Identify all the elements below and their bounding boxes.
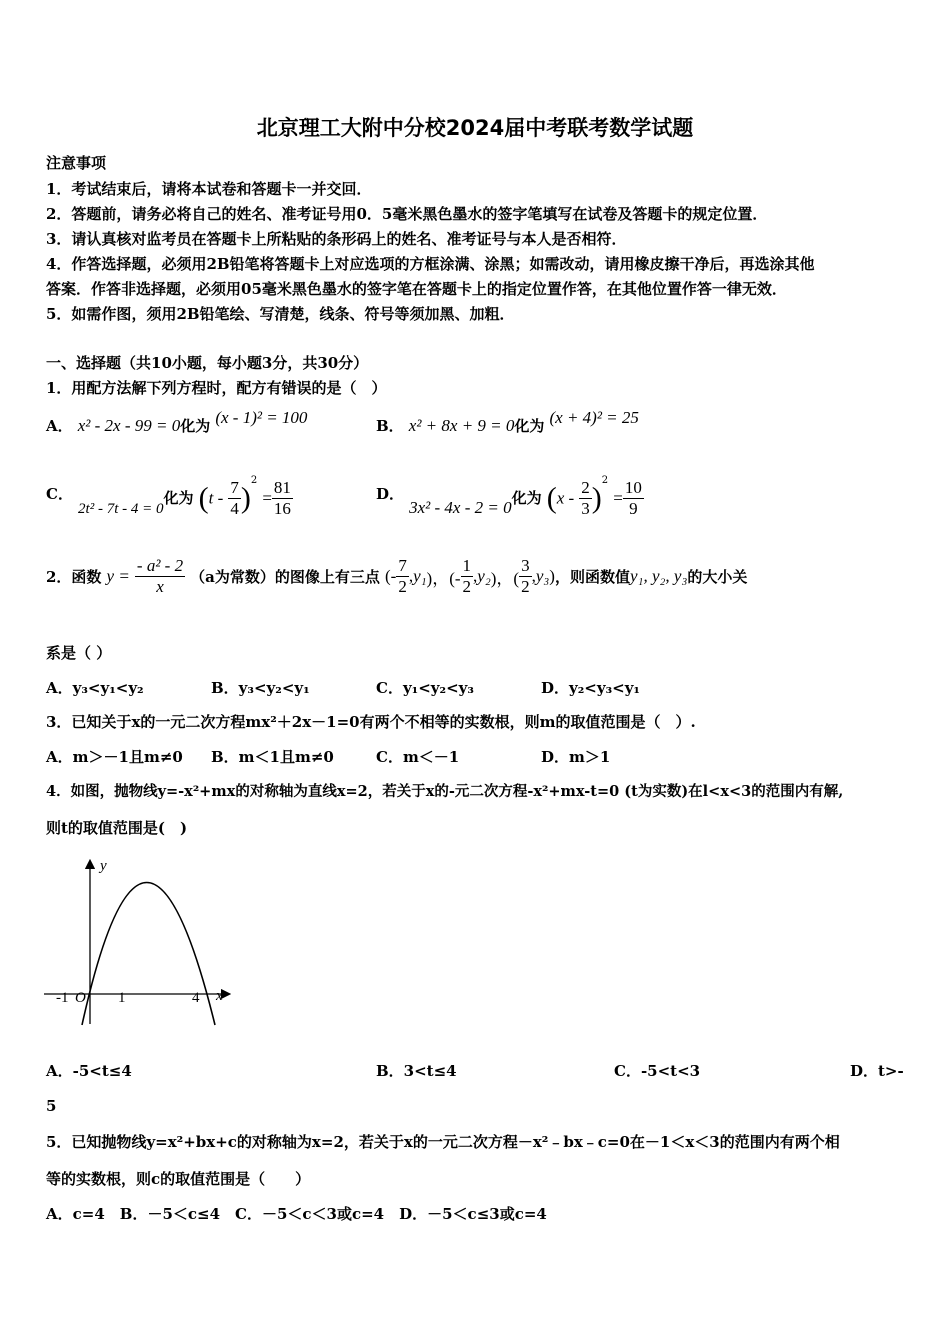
- option-label: B．: [376, 417, 404, 435]
- notice-item: 5．如需作图，须用2B铅笔绘、写清楚，线条、符号等须加黑、加粗．: [46, 305, 515, 323]
- q1-option-a: [46, 408, 308, 436]
- section-heading: 一、选择题（共10小题，每小题3分，共30分）: [46, 354, 369, 372]
- q1-option-b: [376, 408, 639, 436]
- notice-heading: 注意事项: [46, 154, 107, 172]
- q1-option-d: D． 3x² - 4x - 2 = 0化为 (x - $\frac{2}{3}$ )$^2$ = $\frac{10}{9}$: [376, 475, 642, 518]
- fraction: $\frac{7}{2}$: [398, 556, 407, 596]
- y-axis-label: y: [100, 858, 107, 874]
- fraction: $\frac{7}{4}$: [230, 478, 239, 518]
- q4-option: C．-5<t<3: [614, 1062, 701, 1080]
- q2-option: C．y₁<y₂<y₃: [376, 679, 474, 697]
- q3-option: D．m＞1: [541, 748, 611, 766]
- page-title: 北京理工大附中分校2024届中考联考数学试题: [256, 116, 694, 140]
- huawei-text: 化为: [511, 489, 542, 507]
- fraction: $\frac{81}{16}$: [273, 478, 291, 518]
- notice-item: 4．作答选择题，必须用2B铅笔将答题卡上对应选项的方框涂满、涂黑；如需改动，请用橡皮擦干净后，再选涂其他: [46, 255, 815, 273]
- q4-stem: 4．如图，抛物线y=-x²+mx的对称轴为直线x=2，若关于x的-元二次方程-x²+mx-t=0 (t为实数)在l<x<3的范围内有解,: [46, 783, 844, 800]
- notice-item: 1．考试结束后，请将本试卷和答题卡一并交回．: [46, 180, 372, 198]
- option-label: D．: [376, 485, 405, 503]
- q4-option: B．3<t≤4: [376, 1062, 457, 1080]
- equation: 3x² - 4x - 2 = 0: [409, 498, 512, 517]
- notice-item: 3．请认真核对监考员在答题卡上所粘贴的条形码上的姓名、准考证号与本人是否相符．: [46, 230, 627, 248]
- notice-item: 2．答题前，请务必将自己的姓名、准考证号用0．5毫米黑色墨水的签字笔填写在试卷及答题卡的规定位置．: [46, 205, 768, 223]
- function-fraction: $\frac{\text{- a² - 2}}{x}$: [136, 556, 184, 596]
- huawei-text: 化为: [180, 417, 211, 435]
- q3-option: A．m＞－1且m≠0: [46, 748, 183, 766]
- origin-label: O: [75, 990, 86, 1006]
- fraction: $\frac{3}{2}$: [521, 556, 530, 596]
- q5-options: A．c=4 B．－5＜c≤4 C．－5＜c＜3或c=4 D．－5＜c≤3或c=4: [46, 1205, 547, 1223]
- q2-cont: 系是（ ）: [46, 644, 112, 662]
- result: (x - 1)² = 100: [215, 408, 308, 427]
- q5-stem: 5．已知抛物线y=x²+bx+c的对称轴为x=2，若关于x的一元二次方程－x²﹣bx﹣c=0在－1＜x＜3的范围内有两个相: [46, 1133, 840, 1151]
- x-axis-label: x: [216, 988, 223, 1004]
- q4-option: D．t>-: [850, 1062, 904, 1080]
- q1-option-c: C． 2t² - 7t - 4 = 0化为 (t - $\frac{7}{4}$ )$^2$ = $\frac{81}{16}$: [46, 475, 291, 518]
- q1-stem: 1．用配方法解下列方程时，配方有错误的是（ ）: [46, 379, 387, 397]
- option-label: A．: [46, 417, 73, 435]
- q2-option: D．y₂<y₃<y₁: [541, 679, 641, 697]
- tick-label-1: 1: [118, 990, 126, 1006]
- q2-option: B．y₃<y₂<y₁: [211, 679, 310, 697]
- equation: x² - 2x - 99 = 0: [77, 416, 181, 435]
- fraction: $\frac{10}{9}$: [624, 478, 642, 518]
- tick-label-neg1: -1: [56, 990, 69, 1006]
- q4-option-tail: 5: [46, 1097, 57, 1115]
- option-label: C．: [46, 485, 73, 503]
- q4-option: A．-5<t≤4: [46, 1062, 132, 1080]
- q2-option: A．y₃<y₁<y₂: [46, 679, 144, 697]
- q5-cont: 等的实数根，则c的取值范围是（ ）: [46, 1170, 311, 1188]
- q3-option: C．m＜－1: [376, 748, 460, 766]
- q3-option: B．m＜1且m≠0: [211, 748, 334, 766]
- parabola-graph: [40, 850, 240, 1030]
- huawei-text: 化为: [514, 417, 545, 435]
- equation: x² + 8x + 9 = 0: [408, 416, 515, 435]
- q3-stem: 3．已知关于x的一元二次方程mx²＋2x－1=0有两个不相等的实数根，则m的取值范围是（ ）.: [46, 713, 696, 731]
- q2-stem: 2．函数 y = $\frac{\text{- a² - 2}}{x}$ （a为常数）的图像上有三点 (- $\frac{7}{2}$ ,y₁)，(- $\frac{1}{2}$ ,y₂)，( $\frac{3}{2}$ ,y₃)，则函数值y₁, y₂, y₃的大小关: [46, 556, 748, 596]
- notice-item: 答案．作答非选择题，必须用05毫米黑色墨水的签字笔在答题卡上的指定位置作答，在其他位置作答一律无效．: [46, 280, 787, 298]
- huawei-text: 化为: [163, 489, 194, 507]
- fraction: $\frac{1}{2}$: [462, 556, 472, 596]
- result: (x + 4)² = 25: [549, 408, 639, 427]
- tick-label-4: 4: [192, 990, 200, 1006]
- equation: 2t² - 7t - 4 = 0: [78, 501, 164, 517]
- fraction: $\frac{2}{3}$: [581, 478, 590, 518]
- q4-cont: 则t的取值范围是( ): [46, 819, 188, 837]
